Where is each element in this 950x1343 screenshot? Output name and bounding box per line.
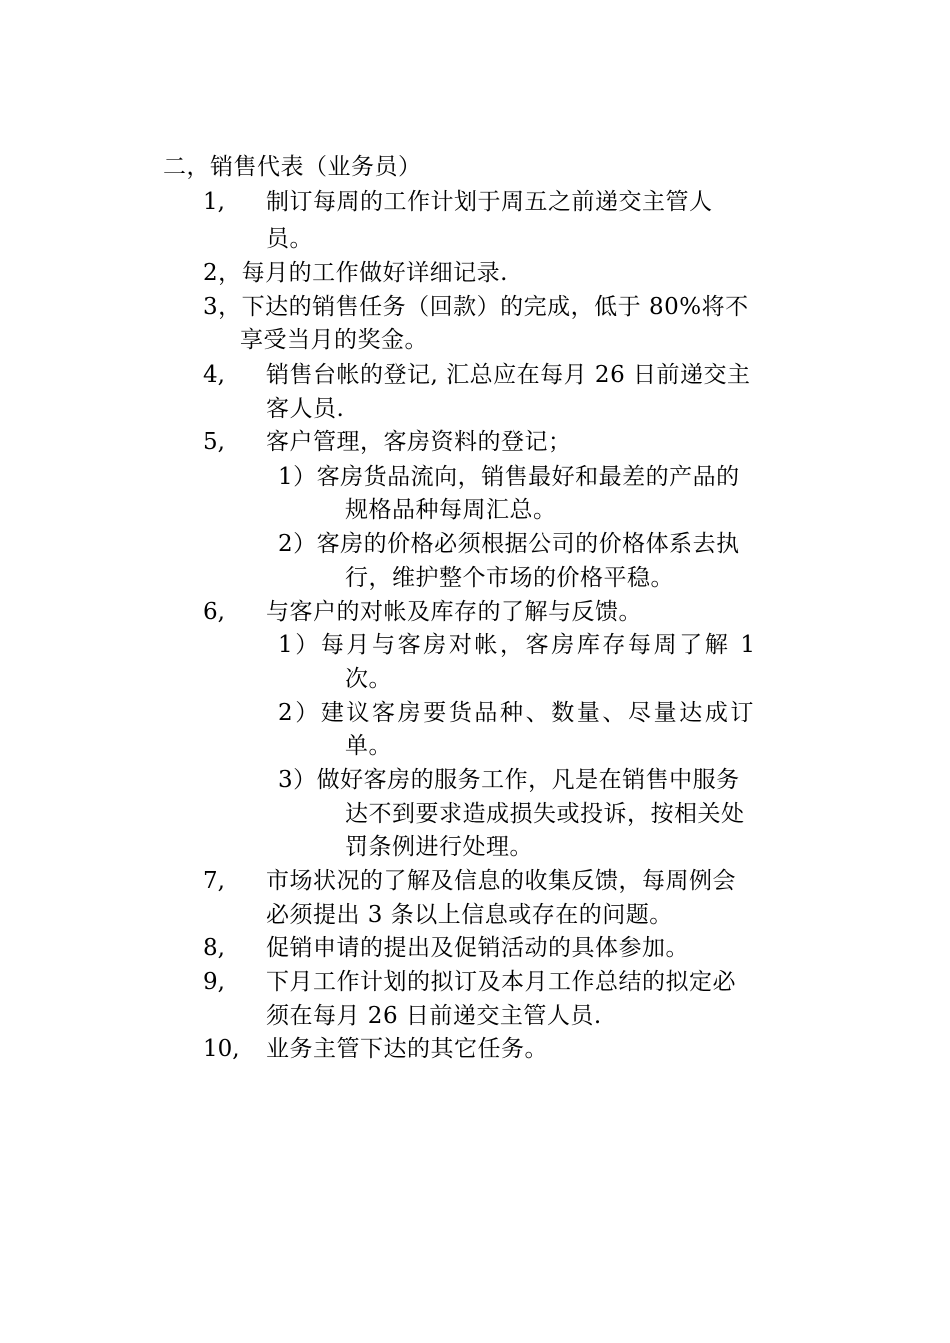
item-5-sub-1-line2: 规格品种每周汇总。	[345, 497, 557, 523]
item-3-text-line1: 3，下达的销售任务（回款）的完成，低于 80%将不	[203, 294, 749, 320]
item-6-sub-1-line1: 1）每月与客房对帐，客房库存每周了解 1	[278, 632, 758, 658]
item-8-number: 8,	[203, 935, 225, 961]
section-title: 二，销售代表（业务员）	[163, 154, 422, 180]
item-3-text-line2: 享受当月的奖金。	[240, 327, 428, 353]
item-1-number: 1,	[203, 189, 225, 215]
item-9-number: 9,	[203, 969, 225, 995]
item-9-text-line2: 须在每月 26 日前递交主管人员.	[266, 1003, 602, 1029]
item-6-text: 与客户的对帐及库存的了解与反馈。	[266, 599, 642, 625]
item-6-number: 6,	[203, 599, 225, 625]
item-4-text-line1: 销售台帐的登记, 汇总应在每月 26 日前递交主	[266, 362, 751, 388]
item-8-text: 促销申请的提出及促销活动的具体参加。	[266, 935, 689, 961]
item-10-number: 10,	[203, 1036, 240, 1062]
item-6-sub-3-line2: 达不到要求造成损失或投诉，按相关处	[345, 801, 745, 827]
item-5-sub-2-line1: 2）客房的价格必须根据公司的价格体系去执	[278, 531, 740, 557]
item-6-sub-2-line2: 单。	[345, 733, 392, 759]
item-4-text-line2: 客人员.	[266, 396, 345, 422]
item-5-sub-2-line2: 行，维护整个市场的价格平稳。	[345, 565, 674, 591]
item-9-text-line1: 下月工作计划的拟订及本月工作总结的拟定必	[266, 969, 736, 995]
item-5-sub-1-line1: 1）客房货品流向，销售最好和最差的产品的	[278, 464, 740, 490]
item-1-text-line1: 制订每周的工作计划于周五之前递交主管人	[266, 189, 713, 215]
item-4-number: 4,	[203, 362, 225, 388]
item-1-text-line2: 员。	[266, 226, 313, 252]
item-6-sub-1-line2: 次。	[345, 666, 392, 692]
item-7-text-line1: 市场状况的了解及信息的收集反馈，每周例会	[266, 868, 736, 894]
item-6-sub-3-line1: 3）做好客房的服务工作，凡是在销售中服务	[278, 767, 740, 793]
item-5-text: 客户管理，客房资料的登记；	[266, 429, 572, 455]
item-2-text: 2，每月的工作做好详细记录.	[203, 260, 508, 286]
item-5-number: 5,	[203, 429, 225, 455]
item-10-text: 业务主管下达的其它任务。	[266, 1036, 548, 1062]
item-7-number: 7,	[203, 868, 225, 894]
item-6-sub-2-line1: 2）建议客房要货品种、数量、尽量达成订	[278, 700, 757, 726]
item-6-sub-3-line3: 罚条例进行处理。	[345, 834, 533, 860]
item-7-text-line2: 必须提出 3 条以上信息或存在的问题。	[266, 902, 673, 928]
